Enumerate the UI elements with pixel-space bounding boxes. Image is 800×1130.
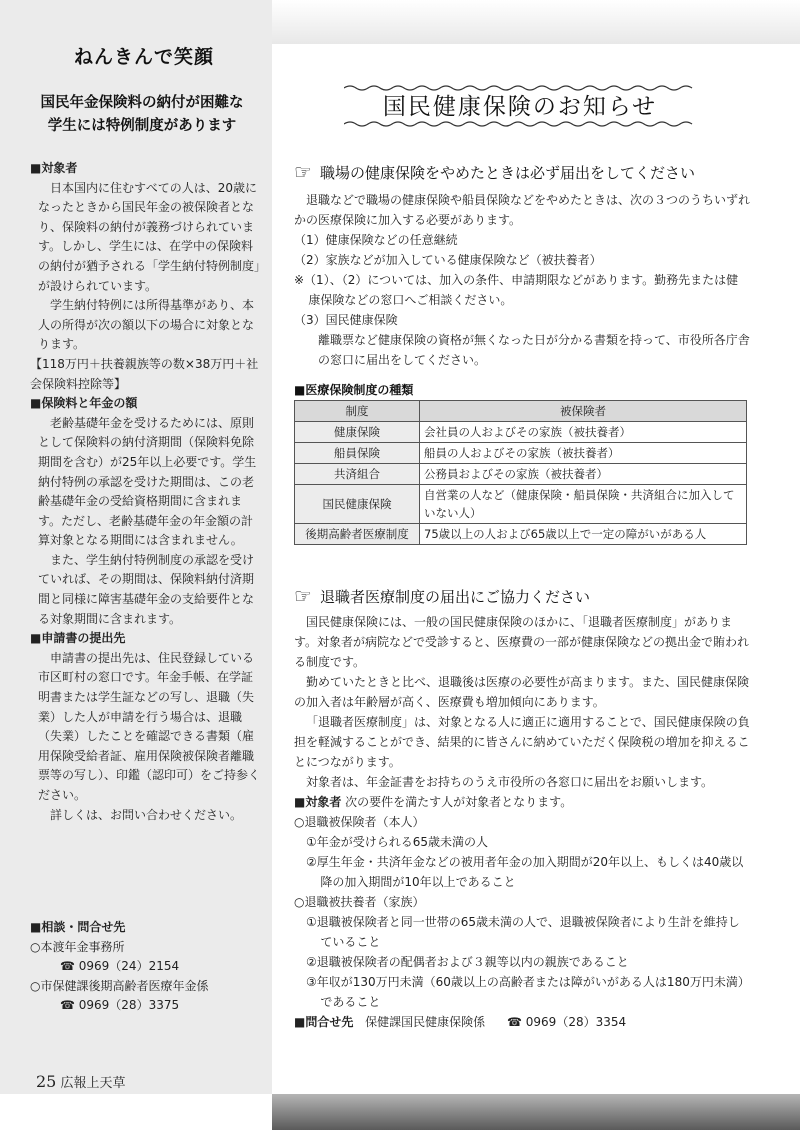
headline-line-1: 国民年金保険料の納付が困難な (40, 95, 244, 111)
table-cell: 後期高齢者医療制度 (295, 524, 420, 545)
apply-paragraph-1: 申請書の提出先は、住民登録している市区町村の窓口です。年金手帳、在学証明書または学生証などの写し、退職（失業）した人が申請を行う場合は、退職（失業）したことを確認できる書類（雇用保険受給者証、雇用保険被保険者離職票等の写し）、印鑑（認印可）をご持参ください。 (38, 650, 261, 802)
s2-target-text: 次の要件を満たす人が対象者となります。 (345, 795, 573, 809)
income-criteria-note: 【118万円＋扶養親族等の数×38万円＋社会保険料控除等】 (30, 356, 259, 391)
target-paragraph-1: 日本国内に住むすべての人は、20歳になったときから国民年金の被保険者となり、保険料の納付が義務づけられています。しかし、学生には、在学中の保険料の納付が猶予される「学生納付特例制度」が設けられています。 (38, 180, 261, 293)
notice-banner (344, 84, 696, 128)
left-article-body (30, 159, 263, 825)
s2-group-b-item-2: ②退職被保険者の配偶者および３親等以内の親族であること (306, 955, 629, 969)
s1-note: ※（1）、（2）については、加入の条件、申請期限などがあります。勤務先または健康保険などの窓口へご相談ください。 (294, 273, 739, 307)
insurance-table (294, 400, 747, 545)
s2-contact-line (294, 1012, 750, 1032)
premium-heading: ■保険料と年金の額 (30, 396, 138, 411)
section-2-body (294, 612, 750, 1032)
s2-paragraph-4: 対象者は、年金証書をお持ちのうえ市役所の各窓口に届出をお願いします。 (306, 775, 714, 789)
table-cell: 健康保険 (295, 422, 420, 443)
s2-group-b-item-3: ③年収が130万円未満（60歳以上の高齢者または障がいがある人は180万円未満）であること (306, 975, 750, 1009)
premium-paragraph-1: 老齢基礎年金を受けるためには、原則として保険料の納付済期間（保険料免除期間を含む）が25年以上必要です。学生納付特例の承認を受けた期間は、この老齢基礎年金の受給資格期間に含まれます。ただし、老齢基礎年金の年金額の計算対象となる期間には含まれません。 (38, 415, 257, 548)
section-1-title: 職場の健康保険をやめたときは必ず届出をしてください (319, 163, 695, 182)
section-title: ねんきんで笑顔 (74, 46, 215, 68)
s1-item-2: （2）家族などが加入している健康保険など（被扶養者） (294, 253, 602, 267)
section-2-title: 退職者医療制度の届出にご協力ください (319, 587, 590, 606)
s1-item-3-text: 離職票など健康保険の資格が無くなった日が分かる書類を持って、市役所各庁舎の窓口に届出をしてください。 (318, 333, 750, 367)
right-footer-band (272, 1094, 800, 1130)
s2-paragraph-3: 「退職者医療制度」は、対象となる人に適正に適用することで、国民健康保険の負担を軽減することができ、結果的に皆さんに納めていただく保険税の増加を抑えることにつながります。 (294, 715, 750, 769)
table-header-cell: 被保険者 (420, 401, 747, 422)
headline-line-2: 学生には特例制度があります (47, 118, 237, 134)
table-cell: 船員保険 (295, 443, 420, 464)
s2-group-b: ○退職被扶養者（家族） (294, 895, 425, 909)
section-1-body (294, 190, 750, 370)
page-footer (36, 1072, 126, 1091)
table-cell: 75歳以上の人および65歳以上で一定の障がいがある人 (420, 524, 747, 545)
contact-1-name: ○本渡年金事務所 (30, 939, 125, 954)
s2-group-b-item-1: ①退職被保険者と同一世帯の65歳未満の人で、退職被保険者により生計を維持していること (306, 915, 740, 949)
table-cell: 会社員の人およびその家族（被扶養者） (420, 422, 747, 443)
s2-paragraph-1: 国民健康保険には、一般の国民健康保険のほかに、「退職者医療制度」があります。対象者が病院などで受診すると、医療費の一部が健康保険などの拠出金で賄われる制度です。 (294, 615, 750, 669)
s2-contact-heading: ■問合せ先 (294, 1015, 354, 1029)
pointing-hand-icon: ☞ (294, 160, 312, 184)
table-row (295, 464, 747, 485)
right-header-band (272, 0, 800, 44)
target-paragraph-2: 学生納付特例には所得基準があり、本人の所得が次の額以下の場合に対象となります。 (38, 298, 255, 352)
apply-paragraph-2: 詳しくは、お問い合わせください。 (50, 807, 243, 822)
table-header-row (295, 401, 747, 422)
banner-title: 国民健康保険のお知らせ (382, 94, 658, 120)
s2-contact-office: 保健課国民健康保険係 (365, 1015, 486, 1029)
s2-target-heading: ■対象者 (294, 795, 342, 809)
table-row (295, 485, 747, 524)
page-number: 25 (36, 1072, 57, 1091)
left-contact-block (30, 918, 263, 1016)
s2-target-line (294, 792, 750, 812)
table-row (295, 422, 747, 443)
target-heading: ■対象者 (30, 161, 78, 175)
premium-paragraph-2: また、学生納付特例制度の承認を受けていれば、その期間は、保険料納付済期間と同様に障害基礎年金の支給要件となる対象期間に含まれます。 (38, 552, 255, 626)
s2-paragraph-2: 勤めていたときと比べ、退職後は医療の必要性が高まります。また、国民健康保険の加入者は年齢層が高く、医療費も増加傾向にあります。 (294, 675, 750, 709)
table-cell: 自営業の人など（健康保険・船員保険・共済組合に加入していない人） (420, 485, 747, 524)
s1-item-1: （1）健康保険などの任意継続 (294, 233, 458, 247)
apply-heading: ■申請書の提出先 (30, 631, 126, 646)
table-cell: 共済組合 (295, 464, 420, 485)
s2-group-a: ○退職被保険者（本人） (294, 815, 425, 829)
section-2-heading (294, 584, 590, 608)
s1-intro: 退職などで職場の健康保険や船員保険などをやめたときは、次の３つのうちいずれかの医療保険に加入する必要があります。 (294, 193, 751, 227)
table-row (295, 524, 747, 545)
table-title: ■医療保険制度の種類 (294, 383, 414, 397)
table-cell: 船員の人およびその家族（被扶養者） (420, 443, 747, 464)
left-headline (22, 92, 262, 138)
s2-group-a-item-1: ①年金が受けられる65歳未満の人 (306, 835, 489, 849)
s2-group-a-item-2: ②厚生年金・共済年金などの被用者年金の加入期間が20年以上、もしくは40歳以降の加入期間が10年以上であること (306, 855, 744, 889)
contact-1-phone: ☎ 0969（24）2154 (60, 959, 180, 974)
left-footer-band (0, 1094, 272, 1130)
pointing-hand-icon: ☞ (294, 584, 312, 608)
table-cell: 国民健康保険 (295, 485, 420, 524)
section-1-heading (294, 160, 695, 184)
contact-2-phone: ☎ 0969（28）3375 (60, 998, 180, 1013)
contact-heading: ■相談・問合せ先 (30, 920, 126, 934)
publication-name: 広報上天草 (60, 1076, 126, 1091)
table-row (295, 443, 747, 464)
contact-2-name: ○市保健課後期高齢者医療年金係 (30, 978, 209, 993)
s2-contact-phone: ☎ 0969（28）3354 (507, 1015, 627, 1029)
table-header-cell: 制度 (295, 401, 420, 422)
s1-item-3: （3）国民健康保険 (294, 313, 398, 327)
table-cell: 公務員およびその家族（被扶養者） (420, 464, 747, 485)
